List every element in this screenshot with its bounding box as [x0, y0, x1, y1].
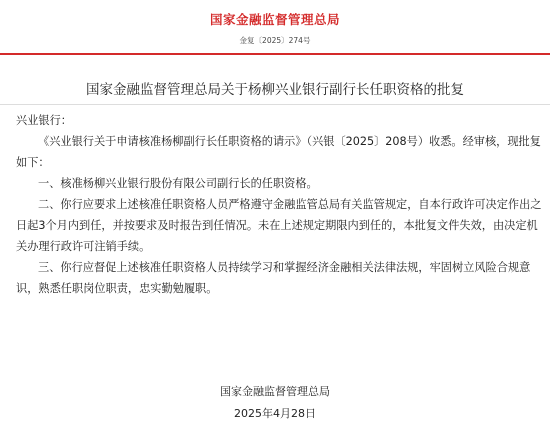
document-header: [0, 0, 550, 56]
title-divider: [0, 104, 550, 105]
agency-title: 国家金融监督管理总局: [209, 12, 340, 27]
signature-date: 2025年4月28日: [234, 407, 316, 420]
paragraph-item-1: 一、核准杨柳兴业银行股份有限公司副行长的任职资格。: [38, 177, 318, 190]
red-divider: [0, 53, 550, 55]
paragraph-item-2: 二、你行应要求上述核准任职资格人员严格遵守金融监管总局有关监管规定，自本行政许可决定作出之日起3个月内到任，并按要求及时报告到任情况。未在上述规定期限内到任的，本批复文件失效，由决定机关办理行政许可注销手续。: [16, 198, 542, 253]
paragraph-intro: 《兴业银行关于申请核准杨柳副行长任职资格的请示》（兴银〔2025〕208号）收悉。经审核，现批复如下：: [16, 135, 541, 169]
salutation: 兴业银行：: [16, 114, 72, 127]
document-number: 金复〔2025〕274号: [239, 36, 311, 45]
document-body: [16, 110, 548, 299]
paragraph-item-3: 三、你行应督促上述核准任职资格人员持续学习和掌握经济金融相关法律法规，牢固树立风险合规意识，熟悉任职岗位职责，忠实勤勉履职。: [16, 261, 531, 295]
signature-organization: 国家金融监督管理总局: [220, 385, 330, 398]
document-title: 国家金融监督管理总局关于杨柳兴业银行副行长任职资格的批复: [86, 82, 464, 98]
